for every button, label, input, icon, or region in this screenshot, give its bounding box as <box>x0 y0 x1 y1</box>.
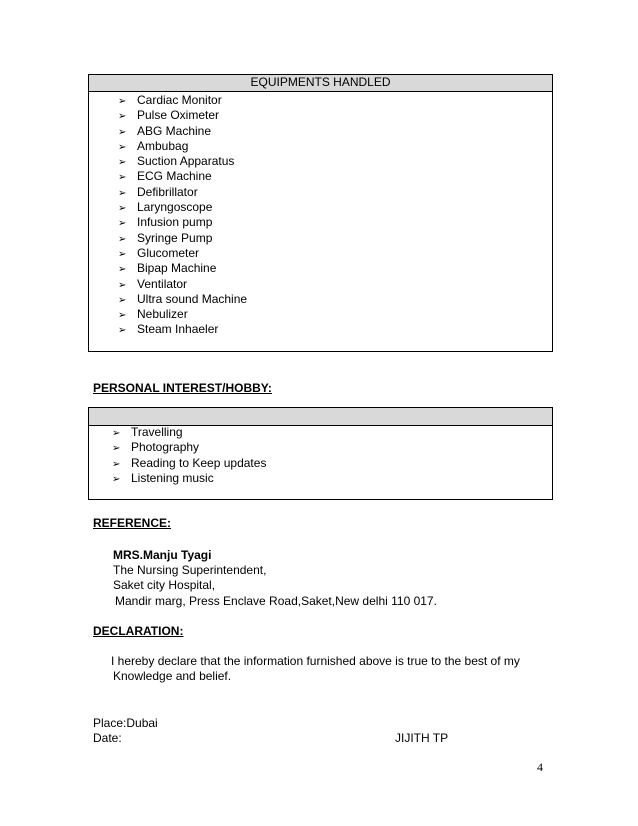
bullet-arrow-icon: ➢ <box>118 264 127 276</box>
equipments-box <box>88 74 553 352</box>
reference-hospital: Saket city Hospital, <box>113 578 216 592</box>
equipment-item <box>118 307 247 322</box>
equipments-list <box>118 93 247 338</box>
equipment-item <box>118 261 247 276</box>
equipment-item-label: Infusion pump <box>137 215 213 230</box>
bullet-arrow-icon: ➢ <box>118 248 127 260</box>
equipment-item-label: Cardiac Monitor <box>137 93 222 107</box>
place-label: Place:Dubai <box>93 716 158 730</box>
bullet-arrow-icon: ➢ <box>118 111 127 123</box>
equipment-item-label: Suction Apparatus <box>137 154 235 169</box>
equipment-item <box>118 154 247 169</box>
reference-title: The Nursing Superintendent, <box>113 563 267 577</box>
equipment-item <box>118 169 247 184</box>
bullet-arrow-icon: ➢ <box>118 218 127 230</box>
equipment-item-label: Glucometer <box>137 245 200 260</box>
hobby-header-bar <box>89 408 552 426</box>
equipment-item-label: Ventilator <box>137 276 188 291</box>
equipment-item <box>118 185 247 200</box>
bullet-arrow-icon: ➢ <box>118 187 127 199</box>
equipment-item <box>118 108 247 123</box>
equipment-item-label: Syringe Pump <box>137 230 213 245</box>
equipment-item-label: Ambubag <box>137 138 189 153</box>
equipment-item <box>118 124 247 139</box>
equipment-item <box>118 322 247 337</box>
equipment-item <box>118 292 247 307</box>
hobby-item-label: Reading to Keep updates <box>131 455 267 470</box>
hobby-heading: PERSONAL INTEREST/HOBBY: <box>93 381 272 395</box>
bullet-arrow-icon: ➢ <box>118 294 127 306</box>
hobby-box <box>88 407 553 500</box>
bullet-arrow-icon: ➢ <box>118 325 127 337</box>
hobby-item-label: Listening music <box>131 470 214 485</box>
equipment-item-label: Ultra sound Machine <box>137 291 248 306</box>
date-label: Date: <box>93 731 122 745</box>
reference-name: MRS.Manju Tyagi <box>113 548 212 562</box>
bullet-arrow-icon: ➢ <box>118 96 127 107</box>
hobby-item-label: Travelling <box>131 425 183 439</box>
declaration-line-2: Knowledge and belief. <box>113 669 232 683</box>
bullet-arrow-icon: ➢ <box>118 157 127 169</box>
bullet-arrow-icon: ➢ <box>112 428 121 439</box>
bullet-arrow-icon: ➢ <box>118 203 127 215</box>
bullet-arrow-icon: ➢ <box>118 233 127 245</box>
equipment-item-label: ABG Machine <box>137 123 212 138</box>
bullet-arrow-icon: ➢ <box>118 126 127 138</box>
bullet-arrow-icon: ➢ <box>118 279 127 291</box>
hobby-item-label: Photography <box>131 440 200 455</box>
reference-heading: REFERENCE: <box>93 516 172 530</box>
hobby-item <box>112 471 266 486</box>
declaration-line-1: I hereby declare that the information furnished above is true to the best of my <box>111 654 520 668</box>
equipment-item-label: Steam Inhaeler <box>137 322 219 337</box>
equipment-item <box>118 200 247 215</box>
bullet-arrow-icon: ➢ <box>118 310 127 322</box>
signature-name: JIJITH TP <box>395 731 449 745</box>
bullet-arrow-icon: ➢ <box>118 141 127 153</box>
declaration-heading: DECLARATION: <box>93 624 184 638</box>
equipment-item <box>118 246 247 261</box>
bullet-arrow-icon: ➢ <box>112 473 121 485</box>
hobby-list <box>112 425 266 486</box>
equipment-item-label: ECG Machine <box>137 169 212 184</box>
equipment-item <box>118 231 247 246</box>
page-number: 4 <box>537 760 543 774</box>
equipment-item-label: Nebulizer <box>137 307 188 322</box>
bullet-arrow-icon: ➢ <box>118 172 127 184</box>
hobby-item <box>112 440 266 455</box>
equipment-item <box>118 277 247 292</box>
equipment-item-label: Pulse Oximeter <box>137 108 220 123</box>
hobby-item <box>112 425 266 440</box>
equipment-item-label: Defibrillator <box>137 184 198 199</box>
reference-address: Mandir marg, Press Enclave Road,Saket,New delhi 110 017. <box>115 594 437 608</box>
hobby-item <box>112 456 266 471</box>
bullet-arrow-icon: ➢ <box>112 443 121 455</box>
equipment-item-label: Bipap Machine <box>137 261 217 276</box>
equipment-item <box>118 139 247 154</box>
equipment-item <box>118 93 247 108</box>
equipment-item-label: Laryngoscope <box>137 200 213 215</box>
equipment-item <box>118 215 247 230</box>
bullet-arrow-icon: ➢ <box>112 458 121 470</box>
equipments-header: EQUIPMENTS HANDLED <box>89 75 552 92</box>
